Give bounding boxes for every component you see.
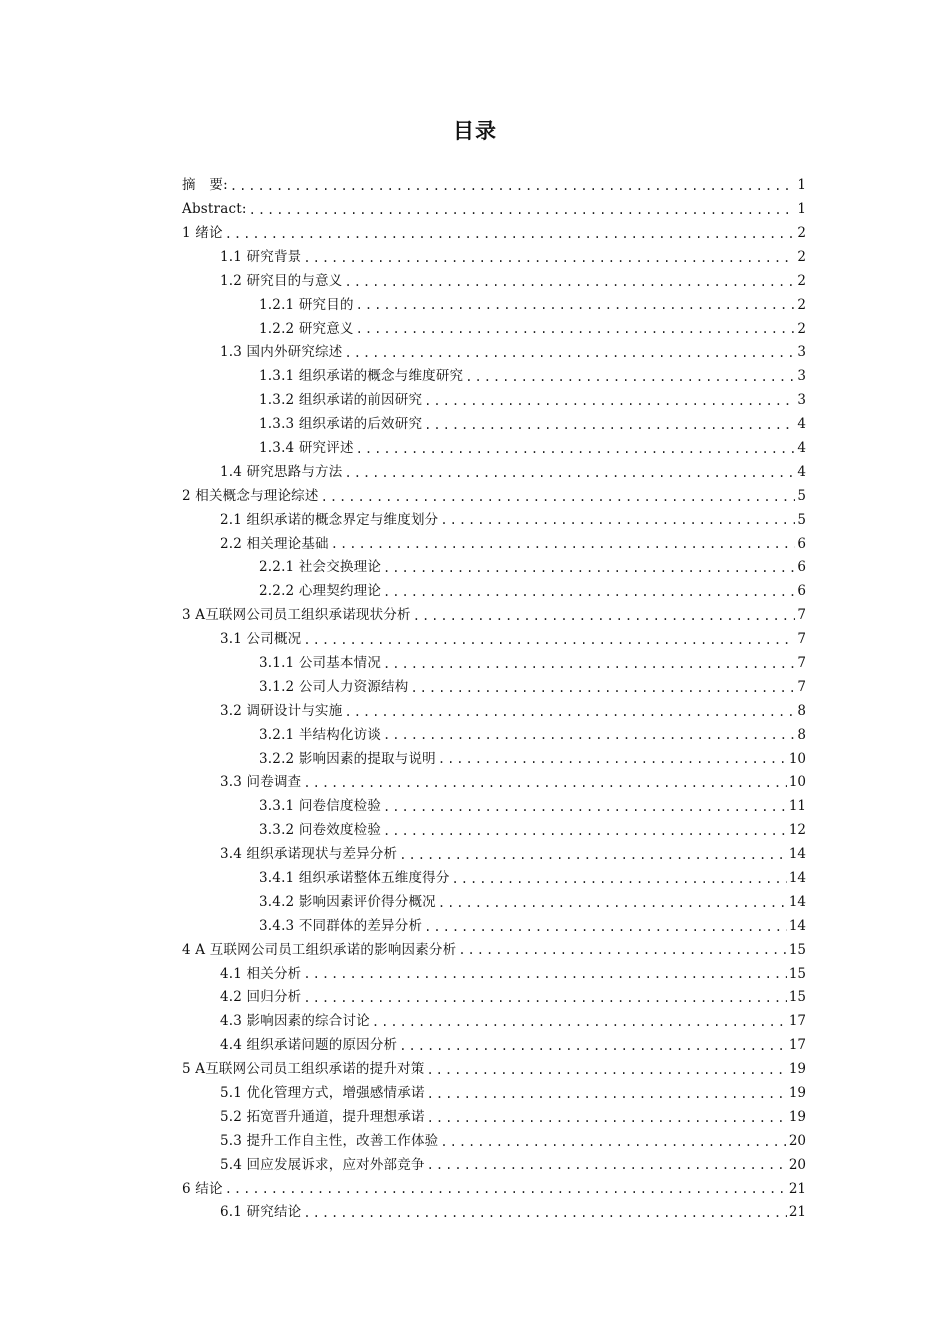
- toc-entry[interactable]: [182, 939, 806, 963]
- toc-leader-dots: [344, 276, 795, 288]
- toc-leader-dots: [303, 634, 795, 646]
- toc-entry-page: 14: [788, 870, 806, 887]
- toc-entry[interactable]: [182, 1154, 806, 1178]
- toc-entry-title: 3.3.1 问卷信度检验: [259, 798, 382, 815]
- toc-entry-title: 3 A互联网公司员工组织承诺现状分析: [182, 607, 411, 624]
- toc-entry[interactable]: [182, 604, 806, 628]
- toc-leader-dots: [424, 395, 795, 407]
- toc-leader-dots: [383, 586, 795, 598]
- toc-entry-title: 3.4.3 不同群体的差异分析: [259, 917, 423, 934]
- toc-leader-dots: [249, 204, 796, 216]
- toc-entry-page: 14: [788, 917, 806, 934]
- toc-leader-dots: [344, 347, 795, 359]
- toc-leader-dots: [438, 897, 787, 909]
- toc-leader-dots: [356, 323, 796, 335]
- toc-entry-page: 7: [797, 655, 806, 671]
- toc-leader-dots: [426, 1064, 786, 1076]
- table-of-contents: [182, 174, 806, 1225]
- toc-entry-title: 4.4 组织承诺问题的原因分析: [220, 1037, 398, 1054]
- toc-leader-dots: [356, 299, 796, 311]
- toc-entry[interactable]: [182, 270, 806, 294]
- toc-leader-dots: [383, 658, 795, 670]
- toc-entry-title: 6.1 研究结论: [220, 1204, 302, 1221]
- toc-entry[interactable]: [182, 246, 806, 270]
- toc-entry-page: 3: [797, 392, 806, 409]
- toc-entry-title: 5.1 优化管理方式，增强感情承诺: [220, 1085, 425, 1102]
- toc-entry[interactable]: [182, 891, 806, 915]
- toc-entry[interactable]: [182, 700, 806, 724]
- toc-entry[interactable]: [182, 293, 806, 317]
- toc-entry-page: 17: [788, 1037, 806, 1054]
- toc-entry-title: 3.1.2 公司人力资源结构: [259, 678, 409, 695]
- toc-entry-page: 21: [788, 1204, 806, 1221]
- toc-entry-page: 15: [788, 941, 806, 958]
- toc-entry-title: 3.4.2 影响因素评价得分概况: [259, 893, 436, 910]
- toc-entry-page: 8: [797, 726, 806, 743]
- toc-entry-title: 3.1.1 公司基本情况: [259, 655, 382, 671]
- toc-entry[interactable]: [182, 1034, 806, 1058]
- toc-entry[interactable]: [182, 437, 806, 461]
- toc-entry-title: 4.1 相关分析: [220, 965, 302, 982]
- toc-entry-page: 4: [797, 439, 806, 456]
- toc-leader-dots: [372, 1016, 787, 1028]
- toc-entry-title: 5.4 回应发展诉求，应对外部竞争: [220, 1156, 425, 1173]
- toc-entry[interactable]: [182, 485, 806, 509]
- toc-leader-dots: [344, 467, 795, 479]
- toc-entry[interactable]: [182, 222, 806, 246]
- toc-entry-title: 1.3 国内外研究综述: [220, 344, 343, 361]
- toc-leader-dots: [303, 968, 786, 980]
- toc-entry-title: 3.3.2 问卷效度检验: [259, 822, 382, 839]
- toc-entry-title: 1.2 研究目的与意义: [220, 272, 343, 289]
- page-title: 目录: [453, 119, 497, 143]
- toc-entry-page: 19: [788, 1085, 806, 1102]
- toc-entry[interactable]: [182, 1130, 806, 1154]
- toc-leader-dots: [440, 1136, 786, 1148]
- toc-entry-page: 6: [797, 559, 806, 576]
- toc-leader-dots: [225, 1183, 787, 1195]
- toc-entry[interactable]: [182, 915, 806, 939]
- toc-entry-page: 2: [797, 224, 806, 241]
- toc-entry-title: Abstract:: [182, 201, 247, 218]
- toc-entry-title: 1 绪论: [182, 224, 223, 241]
- toc-entry-title: 2.2.1 社会交换理论: [259, 559, 382, 576]
- toc-entry[interactable]: [182, 652, 806, 676]
- toc-entry-title: 3.4 组织承诺现状与差异分析: [220, 846, 398, 863]
- toc-entry[interactable]: [182, 628, 806, 652]
- toc-entry-page: 19: [788, 1061, 806, 1078]
- toc-leader-dots: [303, 992, 786, 1004]
- toc-entry[interactable]: [182, 962, 806, 986]
- toc-entry-page: 4: [797, 463, 806, 480]
- toc-leader-dots: [410, 682, 795, 694]
- toc-entry[interactable]: [182, 867, 806, 891]
- toc-entry-title: 1.2.1 研究目的: [259, 296, 354, 313]
- toc-entry-page: 1: [797, 201, 806, 218]
- toc-entry-page: 14: [788, 893, 806, 910]
- toc-entry[interactable]: [182, 795, 806, 819]
- toc-leader-dots: [321, 491, 796, 503]
- toc-leader-dots: [413, 610, 796, 622]
- toc-entry[interactable]: [182, 1177, 806, 1201]
- toc-leader-dots: [440, 514, 795, 526]
- toc-entry[interactable]: [182, 986, 806, 1010]
- toc-leader-dots: [452, 873, 787, 885]
- toc-entry-title: 1.3.1 组织承诺的概念与维度研究: [259, 368, 464, 385]
- toc-entry-page: 6: [797, 535, 806, 552]
- toc-entry-page: 15: [788, 989, 806, 1006]
- toc-entry-title: 5 A互联网公司员工组织承诺的提升对策: [182, 1061, 425, 1078]
- toc-leader-dots: [383, 801, 787, 813]
- toc-entry[interactable]: [182, 461, 806, 485]
- toc-leader-dots: [303, 1207, 786, 1219]
- toc-entry-title: 2 相关概念与理论综述: [182, 487, 319, 504]
- toc-leader-dots: [383, 562, 795, 574]
- toc-leader-dots: [458, 944, 786, 956]
- toc-entry-page: 2: [797, 320, 806, 337]
- toc-leader-dots: [427, 1112, 787, 1124]
- toc-leader-dots: [424, 419, 795, 431]
- toc-entry-title: 摘 要:: [182, 177, 228, 194]
- toc-entry-page: 10: [788, 774, 806, 791]
- toc-entry-title: 4.3 影响因素的综合讨论: [220, 1013, 370, 1030]
- toc-entry-title: 1.3.4 研究评述: [259, 439, 354, 456]
- toc-entry-title: 1.4 研究思路与方法: [220, 463, 343, 480]
- toc-leader-dots: [230, 180, 796, 192]
- toc-entry-title: 1.3.3 组织承诺的后效研究: [259, 416, 423, 433]
- toc-entry-title: 6 结论: [182, 1180, 223, 1197]
- toc-entry-title: 3.2 调研设计与实施: [220, 702, 343, 719]
- toc-entry[interactable]: [182, 508, 806, 532]
- toc-entry-title: 3.3 问卷调查: [220, 774, 302, 791]
- toc-entry[interactable]: [182, 819, 806, 843]
- toc-leader-dots: [383, 729, 795, 741]
- toc-entry-page: 2: [797, 272, 806, 289]
- toc-entry[interactable]: [182, 413, 806, 437]
- toc-leader-dots: [383, 825, 787, 837]
- toc-entry-page: 21: [788, 1180, 806, 1197]
- toc-entry-page: 7: [797, 631, 806, 648]
- toc-entry-title: 3.2.1 半结构化访谈: [259, 726, 382, 743]
- toc-leader-dots: [356, 443, 796, 455]
- toc-entry[interactable]: [182, 1010, 806, 1034]
- toc-entry-title: 1.2.2 研究意义: [259, 320, 354, 337]
- toc-leader-dots: [303, 777, 786, 789]
- toc-leader-dots: [303, 252, 795, 264]
- toc-entry-page: 20: [788, 1132, 806, 1149]
- toc-entry-page: 11: [788, 798, 806, 815]
- toc-entry-page: 12: [788, 822, 806, 839]
- toc-leader-dots: [465, 371, 795, 383]
- toc-entry-title: 3.4.1 组织承诺整体五维度得分: [259, 870, 450, 887]
- toc-entry-page: 7: [797, 607, 806, 624]
- toc-entry[interactable]: [182, 747, 806, 771]
- toc-entry-page: 2: [797, 248, 806, 265]
- toc-entry[interactable]: [182, 723, 806, 747]
- toc-leader-dots: [399, 1040, 787, 1052]
- toc-leader-dots: [424, 921, 787, 933]
- toc-entry-page: 5: [797, 487, 806, 504]
- toc-entry[interactable]: [182, 389, 806, 413]
- toc-leader-dots: [427, 1088, 787, 1100]
- toc-entry[interactable]: [182, 580, 806, 604]
- toc-leader-dots: [225, 228, 796, 240]
- toc-entry-title: 4.2 回归分析: [220, 989, 302, 1006]
- toc-entry-page: 8: [797, 702, 806, 719]
- toc-entry[interactable]: [182, 1082, 806, 1106]
- toc-entry[interactable]: [182, 1201, 806, 1225]
- toc-entry-title: 4 A 互联网公司员工组织承诺的影响因素分析: [182, 941, 457, 958]
- toc-leader-dots: [399, 849, 787, 861]
- toc-entry[interactable]: [182, 556, 806, 580]
- toc-entry[interactable]: [182, 771, 806, 795]
- toc-entry[interactable]: [182, 174, 806, 198]
- toc-entry[interactable]: [182, 532, 806, 556]
- toc-entry-title: 5.3 提升工作自主性，改善工作体验: [220, 1132, 439, 1149]
- toc-entry-title: 2.2 相关理论基础: [220, 535, 329, 552]
- toc-entry[interactable]: [182, 341, 806, 365]
- toc-leader-dots: [344, 706, 795, 718]
- toc-entry[interactable]: [182, 676, 806, 700]
- toc-entry-title: 1.3.2 组织承诺的前因研究: [259, 392, 423, 409]
- toc-leader-dots: [427, 1159, 787, 1171]
- toc-entry-page: 3: [797, 344, 806, 361]
- toc-entry[interactable]: [182, 365, 806, 389]
- toc-entry-title: 3.1 公司概况: [220, 631, 302, 648]
- toc-entry-title: 5.2 拓宽晋升通道，提升理想承诺: [220, 1108, 425, 1125]
- toc-leader-dots: [438, 753, 787, 765]
- toc-entry-page: 20: [788, 1156, 806, 1173]
- toc-entry-page: 19: [788, 1108, 806, 1125]
- toc-entry[interactable]: [182, 317, 806, 341]
- toc-entry-page: 10: [788, 750, 806, 767]
- toc-entry-title: 3.2.2 影响因素的提取与说明: [259, 750, 436, 767]
- toc-entry-page: 15: [788, 965, 806, 982]
- toc-entry-page: 5: [797, 511, 806, 528]
- toc-entry-page: 3: [797, 368, 806, 385]
- toc-entry-title: 1.1 研究背景: [220, 248, 302, 265]
- toc-entry-page: 7: [797, 678, 806, 695]
- toc-entry-page: 6: [797, 583, 806, 600]
- toc-entry-title: 2.1 组织承诺的概念界定与维度划分: [220, 511, 439, 528]
- toc-entry-page: 1: [797, 177, 806, 194]
- toc-entry[interactable]: [182, 1058, 806, 1082]
- toc-entry-page: 17: [788, 1013, 806, 1030]
- toc-entry[interactable]: [182, 843, 806, 867]
- toc-entry-page: 4: [797, 416, 806, 433]
- toc-leader-dots: [331, 538, 796, 550]
- toc-entry-page: 2: [797, 296, 806, 313]
- toc-entry[interactable]: [182, 1106, 806, 1130]
- toc-entry-title: 2.2.2 心理契约理论: [259, 583, 382, 600]
- toc-entry-page: 14: [788, 846, 806, 863]
- toc-entry[interactable]: [182, 198, 806, 222]
